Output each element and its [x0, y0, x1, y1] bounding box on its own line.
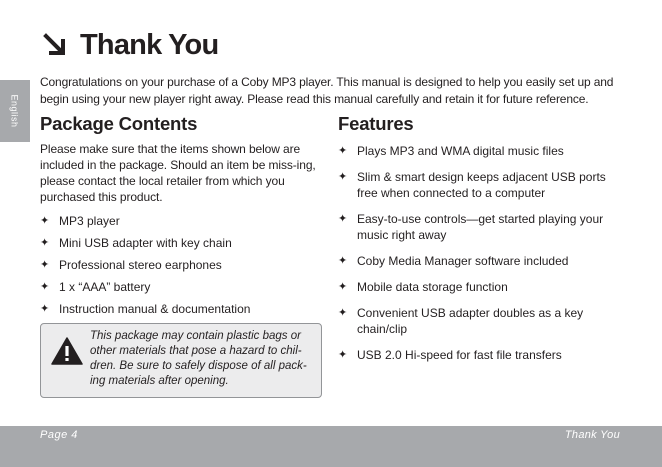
- list-item: ✦ Coby Media Manager software included: [338, 254, 569, 268]
- section-name: Thank You: [564, 429, 620, 441]
- package-contents-heading: Package Contents: [40, 113, 198, 134]
- bullet-icon: ✦: [40, 259, 50, 271]
- list-item: ✦ Instruction manual & documentation: [40, 302, 251, 316]
- list-item: ✦ Professional stereo earphones: [40, 258, 222, 272]
- features-list: [338, 143, 628, 363]
- package-contents-section: [40, 113, 328, 323]
- list-item: ✦ Mobile data storage function: [338, 280, 508, 294]
- bullet-icon: ✦: [338, 349, 348, 361]
- bullet-icon: ✦: [338, 145, 348, 157]
- page-header: [40, 30, 218, 60]
- page-title: Thank You: [80, 28, 219, 61]
- list-item: ✦ Easy-to-use controls—get started playing your music right away: [338, 212, 604, 242]
- bullet-icon: ✦: [338, 281, 348, 293]
- bullet-icon: ✦: [40, 281, 50, 293]
- features-heading: Features: [338, 113, 414, 134]
- down-right-arrow-icon: [40, 30, 70, 60]
- bullet-icon: ✦: [40, 237, 50, 249]
- language-tab: [0, 80, 30, 142]
- features-section: [338, 113, 628, 373]
- warning-icon: [51, 337, 83, 365]
- list-item: ✦ MP3 player: [40, 214, 120, 228]
- bullet-icon: ✦: [338, 213, 348, 225]
- bullet-icon: ✦: [40, 303, 50, 315]
- bullet-icon: ✦: [338, 171, 348, 183]
- bullet-icon: ✦: [338, 307, 348, 319]
- page-number: Page 4: [40, 429, 78, 441]
- list-item: ✦ Mini USB adapter with key chain: [40, 236, 232, 250]
- language-tab-label: English: [10, 94, 20, 128]
- page-footer: [0, 426, 662, 467]
- list-item: ✦ 1 x “AAA” battery: [40, 280, 151, 294]
- list-item: ✦ Slim & smart design keeps adjacent USB ports free when connected to a computer: [338, 170, 606, 200]
- warning-box: [40, 323, 322, 398]
- list-item: ✦ Convenient USB adapter doubles as a key chain/clip: [338, 306, 584, 336]
- intro-paragraph: Congratulations on your purchase of a Coby MP3 player. This manual is designed to help you easily set up and begin using your new player right away. Please read this manual carefully and retain it for future reference.: [40, 75, 614, 106]
- warning-text: This package may contain plastic bags or other materials that pose a hazard to chil-dren. Be sure to safely dispose of all pack-ing materials after opening.: [90, 330, 307, 387]
- list-item: ✦ Plays MP3 and WMA digital music files: [338, 144, 564, 158]
- list-item: ✦ USB 2.0 Hi-speed for fast file transfers: [338, 348, 562, 362]
- bullet-icon: ✦: [40, 215, 50, 227]
- bullet-icon: ✦: [338, 255, 348, 267]
- package-contents-list: [40, 213, 328, 317]
- package-contents-paragraph: Please make sure that the items shown below are included in the package. Should an item be miss-ing, please contact the local retailer from which you purchased this product.: [40, 142, 316, 204]
